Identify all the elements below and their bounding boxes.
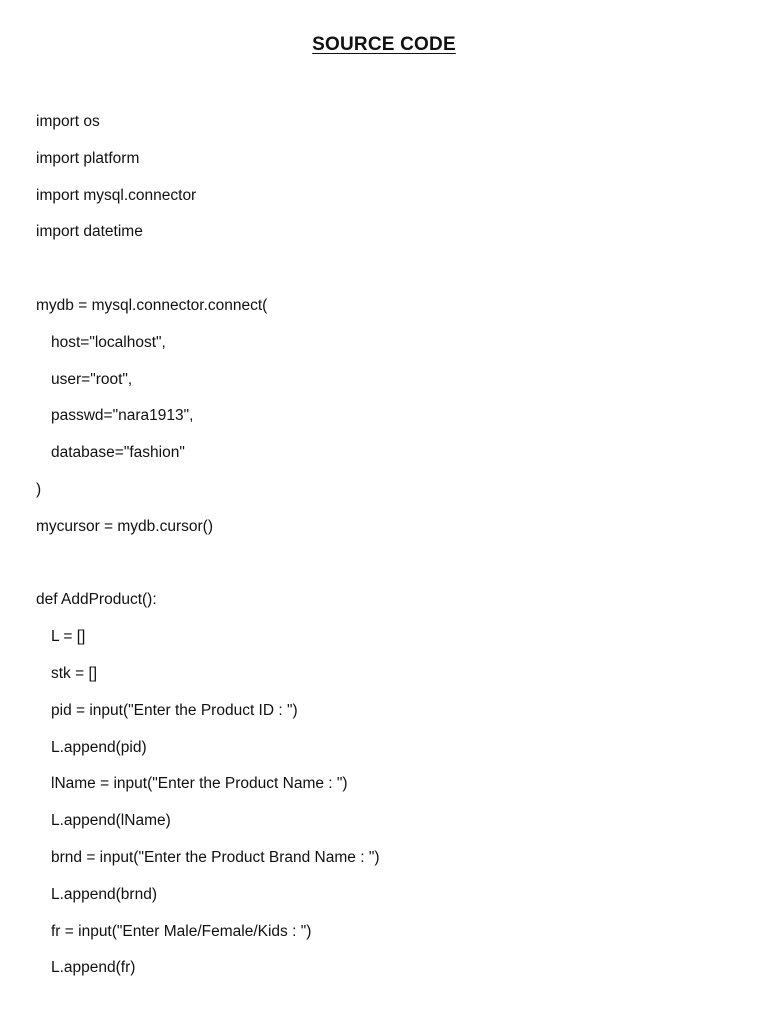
- source-code-block: [36, 112, 736, 995]
- code-line: mycursor = mydb.cursor(): [36, 517, 213, 535]
- blank-code-line: [36, 554, 736, 591]
- blank-code-line: [36, 259, 736, 296]
- code-line: def AddProduct():: [36, 591, 157, 609]
- code-line: import datetime: [36, 223, 143, 241]
- code-line: L.append(pid): [51, 738, 147, 756]
- code-line: import mysql.connector: [36, 186, 197, 204]
- code-line: L = []: [51, 628, 86, 646]
- code-line: import os: [36, 113, 100, 130]
- code-line: stk = []: [51, 664, 98, 682]
- code-line: L.append(fr): [51, 959, 136, 977]
- code-line: database="fashion": [51, 444, 185, 462]
- code-line: mydb = mysql.connector.connect(: [36, 296, 268, 314]
- code-line: user="root",: [51, 370, 133, 388]
- code-line: L.append(lName): [51, 812, 171, 830]
- code-line: host="localhost",: [51, 333, 166, 351]
- code-line: brnd = input("Enter the Product Brand Name : "): [51, 848, 380, 866]
- code-line: pid = input("Enter the Product ID : "): [51, 701, 298, 719]
- code-line: lName = input("Enter the Product Name : "): [51, 775, 348, 793]
- code-line: L.append(brnd): [51, 885, 157, 903]
- page-title: SOURCE CODE: [312, 34, 456, 55]
- code-line: import platform: [36, 149, 140, 167]
- code-line: fr = input("Enter Male/Female/Kids : "): [51, 922, 312, 940]
- code-line: passwd="nara1913",: [51, 407, 194, 425]
- code-line: ): [36, 480, 42, 498]
